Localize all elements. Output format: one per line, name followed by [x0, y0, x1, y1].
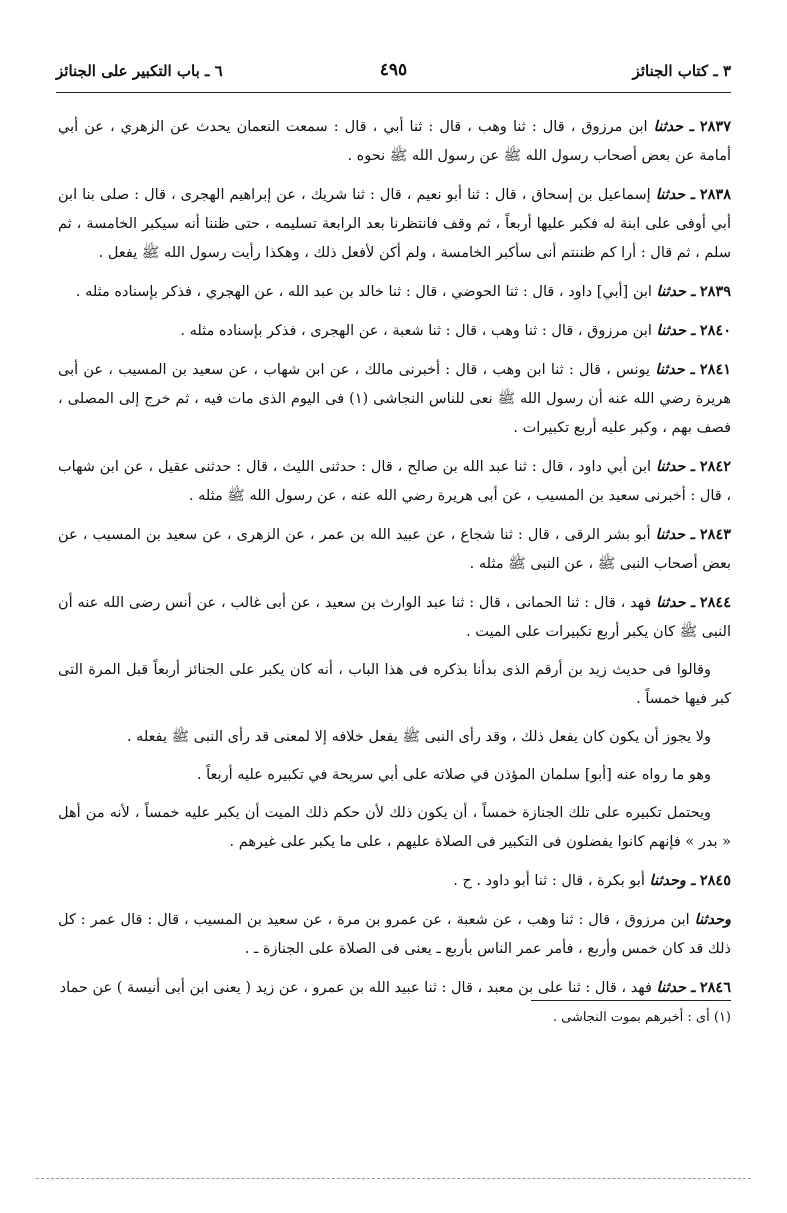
hadith-entry: [58, 316, 731, 346]
hadith-number: ٢٨٤٦: [699, 979, 731, 996]
hadith-entry: [58, 866, 731, 896]
hadith-text: ابن [أبي] داود ، قال : ثنا الحوضي ، قال : ثنا خالد بن عبد الله ، عن الهجري ، فذكر بإسناده مثله .: [75, 284, 652, 300]
hadith-entry: [58, 588, 731, 647]
hadith-entry: [58, 277, 731, 307]
header-rule: [56, 92, 731, 93]
hadith-keyword: ـ حدثنا: [656, 283, 696, 300]
commentary-paragraph: ولا يجوز أن يكون كان يفعل ذلك ، وقد رأى النبى ﷺ يفعل خلافه إلا لمعنى قد رأى النبى ﷺ يفعله .: [126, 729, 711, 745]
hadith-entry: [58, 520, 731, 579]
hadith-number: ٢٨٤٣: [699, 526, 732, 543]
hadith-keyword: ـ وحدثنا: [649, 872, 696, 889]
hadith-number: ٢٨٣٧: [699, 118, 732, 135]
hadith-text: ابن مرزوق ، قال : ثنا وهب ، قال : ثنا أبي ، قال : سمعت النعمان يحدث عن الزهري ، عن أبي أمامة عن بعض أصحاب رسول الله ﷺ عن رسول الله ﷺ نحوه .: [58, 119, 731, 164]
hadith-keyword: ـ حدثنا: [656, 322, 696, 339]
hadith-entry: [58, 905, 731, 964]
hadith-text: ابن مرزوق ، قال : ثنا وهب ، عن شعبة ، عن عمرو بن مرة ، عن سعيد بن المسيب ، قال : قال عمر : كل ذلك قد كان خمس وأربع ، فأمر عمر الناس بأربع ـ يعنى فى الصلاة على الجنازة ـ .: [58, 912, 731, 957]
hadith-keyword: وحدثنا: [694, 911, 731, 928]
hadith-number: ٢٨٤١: [699, 361, 732, 378]
book-title: ٣ ـ كتاب الجنائز: [632, 62, 731, 80]
hadith-text: فهد ، قال : ثنا على بن معبد ، قال : ثنا عبيد الله بن عمرو ، عن زيد ( يعنى ابن أبى أنيسة ) عن حماد: [59, 980, 652, 996]
hadith-text: أبو بكرة ، قال : ثنا أبو داود . ح .: [453, 873, 645, 889]
hadith-keyword: ـ حدثنا: [655, 361, 695, 378]
hadith-text: ابن أبي داود ، قال : ثنا عبد الله بن صالح ، قال : حدثنى الليث ، قال : حدثنى عقيل ، عن ابن شهاب ، قال : أخبرنى سعيد بن المسيب ، عن أبى هريرة رضي الله عنه ، عن رسول الله ﷺ مثله .: [58, 459, 731, 504]
hadith-text: ابن مرزوق ، قال : ثنا وهب ، قال : ثنا شعبة ، عن الهجرى ، فذكر بإسناده مثله .: [180, 323, 652, 339]
hadith-text: فهد ، قال : ثنا الحمانى ، قال : ثنا عبد الوارث بن سعيد ، عن أبى غالب ، عن أنس رضى الله عنه أن النبى ﷺ كان يكبر أربع تكبيرات على الميت .: [58, 595, 731, 640]
commentary-paragraph: وهو ما رواه عنه [أبو] سلمان المؤذن في صلاته على أبي سريحة في تكبيره عليه أربعاً .: [196, 767, 711, 783]
scan-edge-line: [36, 1178, 751, 1179]
hadith-text: إسماعيل بن إسحاق ، قال : ثنا أبو نعيم ، قال : ثنا شريك ، عن إبراهيم الهجرى ، قال : صلى بنا ابن أبي أوفى على ابنة له فكبر عليها أربعاً ، ثم وقف فانتظرنا بعد الرابعة تسليمه ، حتى ظننا أنه سيكبر الخامسة ، ثم سلم ، ثم قال : أرا كم ظننتم أنى سأكبر الخامسة ، ولم أكن لأفعل ذلك ، وهكذا رأيت رسول الله ﷺ يفعل .: [58, 187, 731, 261]
footnote-rule: [531, 1000, 731, 1001]
hadith-keyword: ـ حدثنا: [656, 979, 696, 996]
hadith-entry: [58, 452, 731, 511]
hadith-entry: [58, 355, 731, 443]
commentary-paragraph: وقالوا فى حديث زيد بن أرقم الذى بدأنا بذكره فى هذا الباب ، أنه كان يكبر على الجنائز أربعاً قبل المرة التى كبر فيها خمساً .: [58, 662, 731, 707]
hadith-number: ٢٨٣٨: [699, 186, 732, 203]
page-number: ٤٩٥: [379, 60, 408, 80]
hadith-text: أبو بشر الرقى ، قال : ثنا شجاع ، عن عبيد الله بن عمر ، عن الزهرى ، عن سعيد بن المسيب ، عن بعض أصحاب النبى ﷺ ، عن النبى ﷺ مثله .: [58, 527, 731, 572]
main-text: [58, 112, 731, 1012]
hadith-keyword: ـ حدثنا: [656, 594, 696, 611]
hadith-number: ٢٨٤٠: [699, 322, 731, 339]
chapter-title: ٦ ـ باب التكبير على الجنائز: [56, 62, 223, 80]
hadith-keyword: ـ حدثنا: [655, 458, 695, 475]
hadith-text: يونس ، قال : ثنا ابن وهب ، قال : أخبرنى مالك ، عن ابن شهاب ، عن سعيد بن المسيب ، عن أبى هريرة رضي الله عنه أن رسول الله ﷺ نعى للناس النجاشى (١) فى اليوم الذى مات فيه ، ثم خرج إلى المصلى ، فصف بهم ، وكبر عليه أربع تكبيرات .: [58, 362, 731, 436]
hadith-keyword: ـ حدثنا: [655, 186, 695, 203]
hadith-entry: [58, 112, 731, 171]
hadith-keyword: ـ حدثنا: [655, 526, 695, 543]
hadith-entry: [58, 180, 731, 268]
hadith-number: ٢٨٤٥: [699, 872, 731, 889]
footnote: (١) أى : أخبرهم بموت النجاشى .: [552, 1010, 731, 1025]
hadith-number: ٢٨٣٩: [699, 283, 731, 300]
running-header: [56, 58, 731, 86]
commentary-paragraph: ويحتمل تكبيره على تلك الجنازة خمساً ، أن يكون ذلك لأن حكم ذلك الميت أن يكبر عليه خمساً ، لأنه من أهل « بدر » فإنهم كانوا يفضلون فى التكبير فى الصلاة عليهم ، على ما يكبر على غيرهم .: [58, 805, 731, 850]
hadith-number: ٢٨٤٢: [699, 458, 731, 475]
hadith-number: ٢٨٤٤: [699, 594, 732, 611]
hadith-keyword: ـ حدثنا: [653, 118, 694, 135]
hadith-entry: [58, 973, 731, 1003]
